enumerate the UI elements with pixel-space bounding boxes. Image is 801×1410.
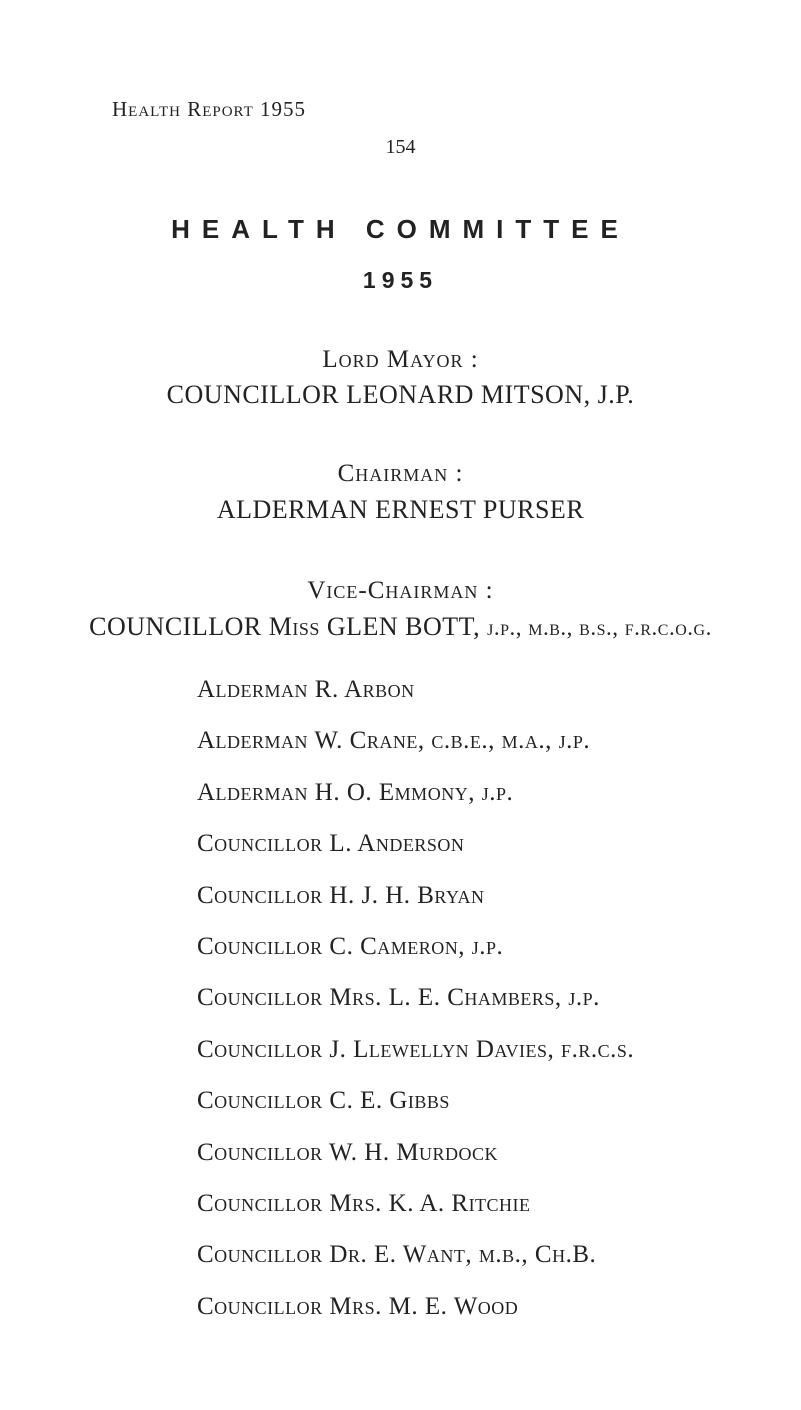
chairman-name: ALDERMAN ERNEST PURSER bbox=[216, 495, 585, 524]
page-title: HEALTH COMMITTEE bbox=[171, 214, 630, 244]
member-item: Alderman R. Arbon bbox=[197, 676, 415, 703]
member-item: Councillor L. Anderson bbox=[197, 830, 465, 858]
member-item: Councillor Mrs. M. E. Wood bbox=[197, 1292, 519, 1320]
member-item: Councillor Mrs. K. A. Ritchie bbox=[197, 1189, 531, 1217]
committee-year: 1955 bbox=[362, 267, 439, 293]
chairman-label: Chairman : bbox=[337, 460, 464, 487]
running-head: Health Report 1955 bbox=[112, 97, 307, 121]
member-item: Councillor Mrs. L. E. Chambers, j.p. bbox=[197, 984, 600, 1012]
vice-chairman-qualifications: j.p., m.b., b.s., f.r.c.o.g. bbox=[487, 615, 712, 640]
committee-members-list bbox=[197, 676, 634, 1344]
member-item: Councillor J. Llewellyn Davies, f.r.c.s. bbox=[197, 1035, 635, 1063]
member-item: Councillor W. H. Murdock bbox=[197, 1138, 499, 1166]
member-item: Councillor Dr. E. Want, m.b., Ch.B. bbox=[197, 1241, 597, 1269]
vice-chairman-surname: GLEN BOTT, bbox=[326, 612, 481, 641]
vice-chairman-miss: Miss bbox=[268, 612, 320, 641]
lord-mayor-label: Lord Mayor : bbox=[322, 346, 479, 373]
member-item: Councillor H. J. H. Bryan bbox=[197, 881, 485, 909]
vice-chairman-label: Vice-Chairman : bbox=[307, 577, 494, 604]
member-item: Alderman W. Crane, c.b.e., m.a., j.p. bbox=[197, 727, 591, 755]
vice-chairman-name bbox=[0, 612, 801, 642]
lord-mayor-name: COUNCILLOR LEONARD MITSON, J.P. bbox=[166, 380, 635, 409]
member-item: Councillor C. E. Gibbs bbox=[197, 1087, 450, 1115]
member-item: Councillor C. Cameron, j.p. bbox=[197, 932, 504, 960]
member-item: Alderman H. O. Emmony, j.p. bbox=[197, 778, 514, 806]
page-number: 154 bbox=[385, 136, 416, 158]
vice-chairman-title: COUNCILLOR bbox=[89, 612, 262, 641]
